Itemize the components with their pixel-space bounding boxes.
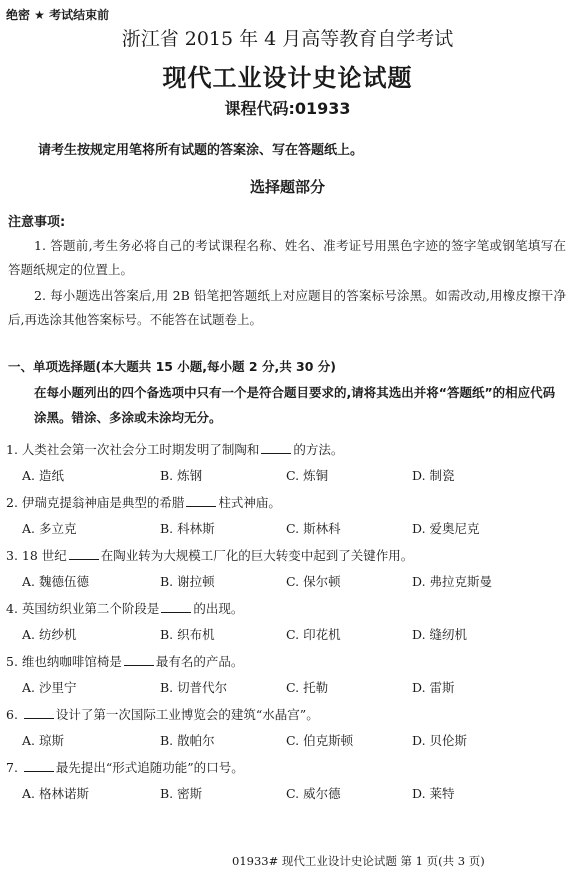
answer-blank bbox=[24, 707, 54, 719]
option-d: D. 莱特 bbox=[412, 786, 455, 801]
option-d: D. 贝伦斯 bbox=[412, 733, 468, 748]
question-stem bbox=[6, 705, 319, 723]
option-a: A. 琼斯 bbox=[22, 733, 64, 748]
option-c: C. 印花机 bbox=[286, 627, 341, 642]
instruction: 请考生按规定用笔将所有试题的答案涂、写在答题纸上。 bbox=[38, 143, 364, 158]
answer-blank bbox=[69, 548, 99, 560]
option-b: B. 密斯 bbox=[160, 786, 203, 801]
option-a: A. 纺纱机 bbox=[22, 627, 77, 642]
option-c: C. 托勒 bbox=[286, 680, 329, 695]
option-c: C. 炼铜 bbox=[286, 468, 329, 483]
question-stem bbox=[6, 493, 281, 511]
answer-blank bbox=[261, 442, 291, 454]
question-stem bbox=[6, 599, 243, 617]
question-stem bbox=[6, 652, 243, 670]
answer-blank bbox=[124, 654, 154, 666]
question-text: 柱式神庙。 bbox=[218, 495, 281, 510]
question-text: 1. 人类社会第一次社会分工时期发明了制陶和 bbox=[6, 442, 260, 457]
option-a: A. 格林诺斯 bbox=[22, 786, 89, 801]
answer-blank bbox=[24, 760, 54, 772]
option-d: D. 爱奥尼克 bbox=[412, 521, 480, 536]
course-code: 课程代码:01933 bbox=[224, 99, 351, 118]
answer-blank bbox=[161, 601, 191, 613]
option-d: D. 弗拉克斯曼 bbox=[412, 574, 493, 589]
option-b: B. 织布机 bbox=[160, 627, 215, 642]
part-description: 在每小题列出的四个备选项中只有一个是符合题目要求的,请将其选出并将“答题纸”的相应代码涂黑。错涂、多涂或未涂均无分。 bbox=[34, 385, 556, 425]
answer-blank bbox=[186, 495, 216, 507]
confidential-label: 绝密 ★ 考试结束前 bbox=[6, 8, 110, 22]
question-text: 2. 伊瑞克提翁神庙是典型的希腊 bbox=[6, 495, 185, 510]
option-a: A. 魏德伍德 bbox=[22, 574, 89, 589]
question-stem bbox=[6, 546, 413, 564]
section-title: 选择题部分 bbox=[249, 178, 325, 196]
question-text: 的方法。 bbox=[293, 442, 344, 457]
question-text: 设计了第一次国际工业博览会的建筑“水晶宫”。 bbox=[55, 707, 319, 722]
question-text: 在陶业转为大规模工厂化的巨大转变中起到了关键作用。 bbox=[100, 548, 414, 563]
option-b: B. 散帕尔 bbox=[160, 733, 215, 748]
note-item: 1. 答题前,考生务必将自己的考试课程名称、姓名、准考证号用黑色字迹的签字笔或钢笔填写在答题纸规定的位置上。 bbox=[8, 238, 566, 277]
option-d: D. 缝纫机 bbox=[412, 627, 468, 642]
notes-title: 注意事项: bbox=[8, 215, 66, 230]
option-b: B. 切普代尔 bbox=[160, 680, 228, 695]
option-d: D. 雷斯 bbox=[412, 680, 455, 695]
option-d: D. 制瓷 bbox=[412, 468, 455, 483]
note-item: 2. 每小题选出答案后,用 2B 铅笔把答题纸上对应题目的答案标号涂黑。如需改动,用橡皮擦干净后,再选涂其他答案标号。不能答在试题卷上。 bbox=[8, 288, 566, 327]
option-b: B. 谢拉顿 bbox=[160, 574, 215, 589]
question-text: 4. 英国纺织业第二个阶段是 bbox=[6, 601, 160, 616]
option-a: A. 造纸 bbox=[22, 468, 64, 483]
option-c: C. 威尔德 bbox=[286, 786, 341, 801]
paper-title: 现代工业设计史论试题 bbox=[162, 64, 413, 92]
question-text: 最有名的产品。 bbox=[155, 654, 244, 669]
question-stem bbox=[6, 758, 244, 776]
option-c: C. 斯林科 bbox=[286, 521, 341, 536]
page-footer: 01933# 现代工业设计史论试题 第 1 页(共 3 页) bbox=[232, 854, 485, 868]
question-text: 6. bbox=[6, 707, 22, 722]
question-stem bbox=[6, 440, 343, 458]
question-text: 5. 维也纳咖啡馆椅是 bbox=[6, 654, 122, 669]
question-text: 3. 18 世纪 bbox=[6, 548, 67, 563]
option-c: C. 保尔顿 bbox=[286, 574, 341, 589]
option-b: B. 炼钢 bbox=[160, 468, 203, 483]
question-text: 最先提出“形式追随功能”的口号。 bbox=[55, 760, 244, 775]
question-text: 7. bbox=[6, 760, 22, 775]
part-heading: 一、单项选择题(本大题共 15 小题,每小题 2 分,共 30 分) bbox=[8, 359, 337, 374]
option-b: B. 科林斯 bbox=[160, 521, 215, 536]
option-a: A. 多立克 bbox=[22, 521, 77, 536]
exam-name: 浙江省 2015 年 4 月高等教育自学考试 bbox=[121, 28, 454, 50]
question-text: 的出现。 bbox=[193, 601, 244, 616]
option-a: A. 沙里宁 bbox=[22, 680, 77, 695]
option-c: C. 伯克斯顿 bbox=[286, 733, 354, 748]
